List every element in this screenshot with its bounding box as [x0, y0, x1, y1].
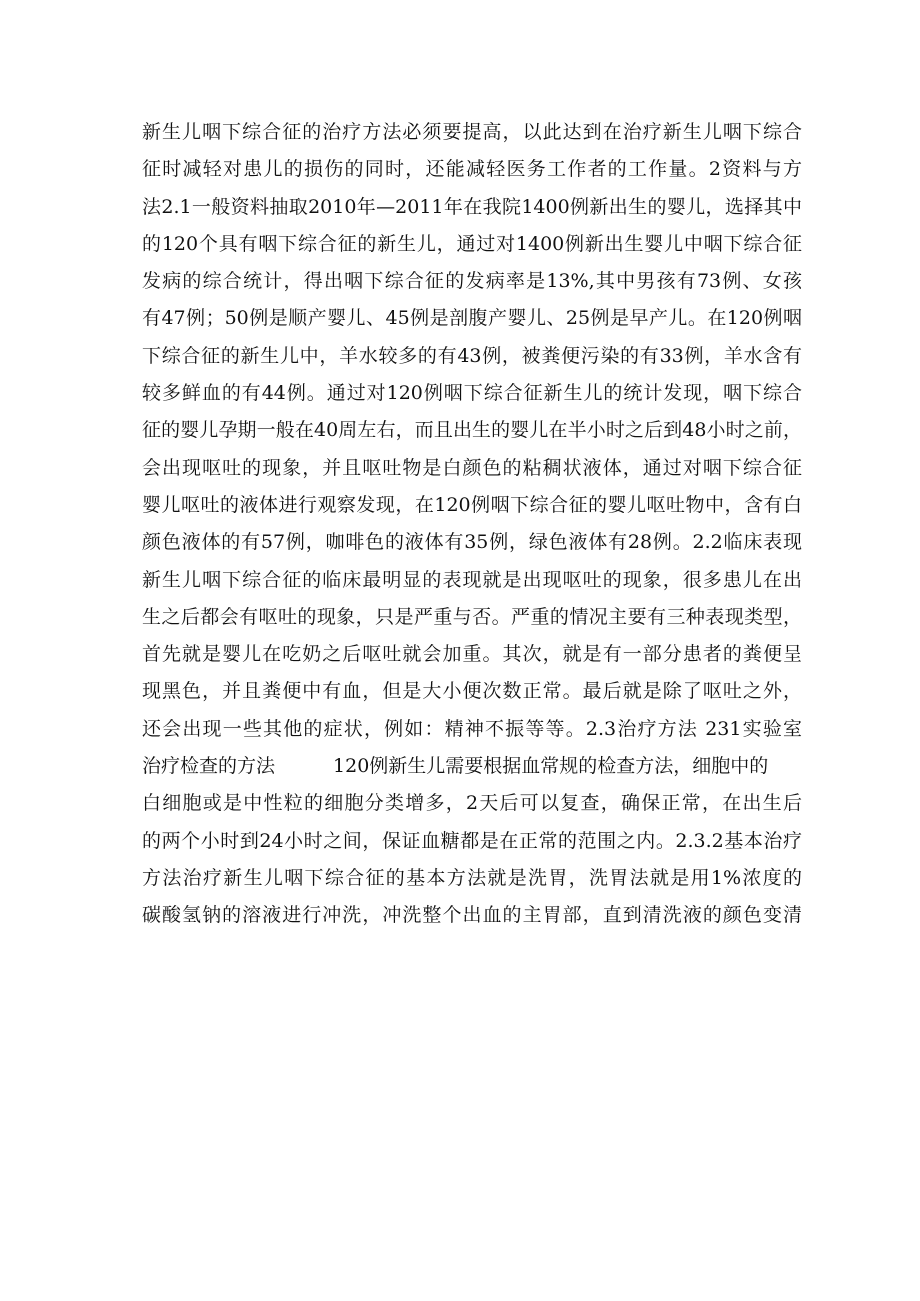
text-line: 会出现呕吐的现象，并且呕吐物是白颜色的粘稠状液体，通过对咽下综合征 — [142, 456, 802, 479]
text-line: 婴儿呕吐的液体进行观察发现，在120例咽下综合征的婴儿呕吐物中，含有白 — [142, 493, 802, 516]
text-line: 新生儿咽下综合征的治疗方法必须要提高，以此达到在治疗新生儿咽下综合 — [142, 121, 802, 143]
text-line: 的120个具有咽下综合征的新生儿，通过对1400例新出生婴儿中咽下综合征 — [142, 232, 802, 255]
text-line: 征的婴儿孕期一般在40周左右，而且出生的婴儿在半小时之后到48小时之前， — [142, 419, 802, 442]
text-line: 现黑色，并且粪便中有血，但是大小便次数正常。最后就是除了呕吐之外， — [142, 680, 802, 703]
text-line: 新生儿咽下综合征的临床最明显的表现就是出现呕吐的现象，很多患儿在出 — [142, 568, 802, 591]
text-line: 还会出现一些其他的症状，例如：精神不振等等。2.3治疗方法 231实验室 — [142, 717, 802, 740]
text-line: 发病的综合统计，得出咽下综合征的发病率是13%,其中男孩有73例、女孩 — [142, 270, 802, 293]
text-line: 白细胞或是中性粒的细胞分类增多，2天后可以复查，确保正常，在出生后 — [142, 792, 802, 815]
text-line: 较多鲜血的有44例。通过对120例咽下综合征新生儿的统计发现，咽下综合 — [142, 382, 802, 405]
body-text — [142, 114, 802, 935]
text-line: 首先就是婴儿在吃奶之后呕吐就会加重。其次，就是有一部分患者的粪便呈 — [142, 643, 802, 666]
text-line-part: 120例新生儿需要根据血常规的检查方法，细胞中的 — [333, 755, 769, 778]
text-line: 法2.1一般资料抽取2010年—2011年在我院1400例新出生的婴儿，选择其中 — [142, 195, 802, 218]
text-line: 生之后都会有呕吐的现象，只是严重与否。严重的情况主要有三种表现类型， — [142, 605, 802, 628]
text-line-part: 治疗检查的方法 — [142, 755, 276, 778]
text-line: 征时减轻对患儿的损伤的同时，还能减轻医务工作者的工作量。2资料与方 — [142, 158, 802, 181]
text-line: 的两个小时到24小时之间，保证血糖都是在正常的范围之内。2.3.2基本治疗 — [142, 829, 802, 852]
text-line: 颜色液体的有57例，咖啡色的液体有35例，绿色液体有28例。2.2临床表现 — [142, 531, 802, 554]
text-line: 下综合征的新生儿中，羊水较多的有43例，被粪便污染的有33例，羊水含有 — [142, 344, 802, 367]
text-line: 有47例；50例是顺产婴儿、45例是剖腹产婴儿、25例是早产儿。在120例咽 — [142, 307, 802, 330]
text-line-split — [142, 748, 802, 785]
text-line: 方法治疗新生儿咽下综合征的基本方法就是洗胃，洗胃法就是用1%浓度的 — [142, 866, 802, 889]
text-line: 碳酸氢钠的溶液进行冲洗，冲洗整个出血的主胃部，直到清洗液的颜色变清 — [142, 904, 802, 927]
